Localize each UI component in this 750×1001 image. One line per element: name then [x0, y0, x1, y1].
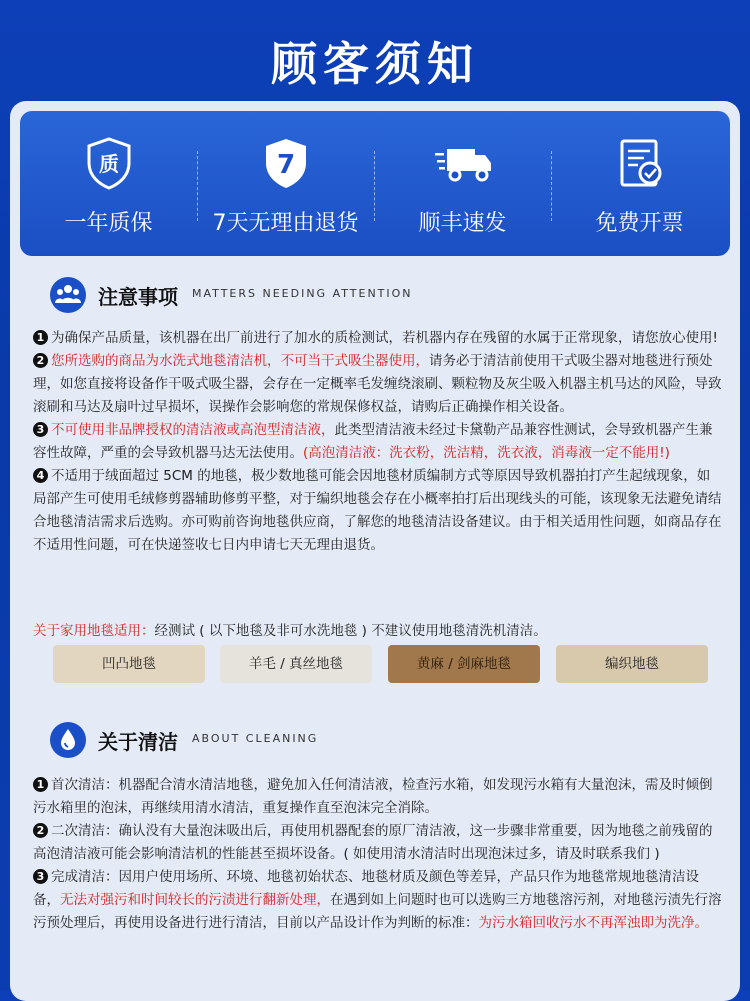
item-text: 完成清洁：因用户使用场所、环境、地毯初始状态、地毯材质及颜色等差异，产品只作为地毯常规地毯清洁设备， — [33, 869, 699, 908]
perk-delivery-label: 顺丰速发 — [418, 211, 507, 236]
carpet-swatch-woven — [556, 645, 708, 683]
item-warning-text: (高泡清洁液：洗衣粉，洗洁精，洗衣液，消毒液一定不能用!) — [303, 445, 670, 461]
carpet-swatch-wool-silk — [220, 645, 372, 683]
item-number: 1 — [33, 777, 48, 792]
carpet-swatch-textured — [53, 645, 205, 683]
item-number: 3 — [33, 422, 48, 437]
list-item — [33, 327, 723, 350]
list-item — [33, 350, 723, 419]
item-number: 2 — [33, 823, 48, 838]
perk-invoice-label: 免费开票 — [595, 211, 684, 236]
delivery-truck-icon — [430, 133, 496, 193]
attention-title: 注意事项 — [98, 285, 178, 309]
carpet-label: 编织地毯 — [605, 656, 659, 672]
cleaning-list — [33, 774, 723, 935]
carpet-label: 黄麻 / 剑麻地毯 — [416, 656, 512, 672]
carpet-swatch-jute-sisal — [388, 645, 540, 683]
list-item — [33, 465, 723, 557]
carpet-note — [33, 620, 723, 643]
cleaning-title: 关于清洁 — [98, 730, 178, 754]
item-warning-text: 为污水箱回收污水不再浑浊即为洗净。 — [478, 915, 708, 931]
service-perks-banner — [20, 111, 730, 256]
carpet-note-text: 经测试 ( 以下地毯及非可水洗地毯 ) 不建议使用地毯清洗机清洁。 — [154, 623, 547, 639]
return-shield-icon — [256, 133, 316, 193]
water-drop-icon — [50, 722, 86, 758]
item-warning-text: 不可使用非品牌授权的清洁液或高泡型清洁液， — [51, 422, 335, 438]
cleaning-subtitle: ABOUT CLEANING — [192, 732, 319, 745]
perk-return-label: 7天无理由退货 — [212, 211, 359, 236]
item-text: 首次清洁：机器配合清水清洁地毯，避免加入任何清洁液，检查污水箱，如发现污水箱有大量泡沫，需及时倾倒污水箱里的泡沫，再继续用清水清洁，重复操作直至泡沫完全消除。 — [33, 777, 713, 816]
list-item — [33, 774, 723, 820]
item-warning-text: 您所选购的商品为水洗式地毯清洁机，不可当干式吸尘器使用， — [51, 353, 429, 369]
list-item — [33, 866, 723, 935]
invoice-icon — [610, 133, 670, 193]
return-glyph: 7 — [276, 150, 295, 180]
perk-invoice — [551, 111, 728, 256]
attention-list — [33, 327, 723, 557]
perk-return — [197, 111, 374, 256]
item-warning-text: 无法对强污和时间较长的污渍进行翻新处理， — [60, 892, 330, 908]
carpet-label: 凹凸地毯 — [102, 656, 156, 672]
item-number: 2 — [33, 353, 48, 368]
item-text: 在遇到如上问题时也可以选购三方地毯溶污剂，对地毯污渍先行溶污预处理后，再使用设备进行进行清洁，目前以产品设计作为判断的标准： — [33, 892, 722, 931]
item-text: 请务必于清洁前使用干式吸尘器对地毯进行预处理，如您直接将设备作干吸式吸尘器，会存在一定概率毛发缠绕滚刷、颗粒物及灰尘吸入机器主机马达的风险，导致滚刷和马达及扇叶过早损坏，误操作会影响您的常规保修权益，请购后正确操作相关设备。 — [33, 353, 722, 415]
quality-glyph: 质 — [98, 152, 119, 176]
item-text: 此类型清洁液未经过卡黛勒产品兼容性测试，会导致机器产生兼容性故障，严重的会导致机器马达无法使用。 — [33, 422, 713, 461]
perk-delivery — [374, 111, 551, 256]
item-number: 3 — [33, 869, 48, 884]
item-text: 不适用于绒面超过 5CM 的地毯，极少数地毯可能会因地毯材质编制方式等原因导致机器拍打产生起绒现象，如局部产生可使用毛绒修剪器辅助修剪平整，对于编织地毯会存在小概率拍打后出现线头的可能，该现象无法避免请结合地毯清洁需求后选购。亦可购前咨询地毯供应商，了解您的地毯清洁设备建议。由于相关适用性问题，如商品存在不适用性问题，可在快递签收七日内申请七天无理由退货。 — [33, 468, 722, 553]
people-icon — [50, 277, 86, 313]
list-item — [33, 419, 723, 465]
carpet-note-label: 关于家用地毯适用： — [33, 623, 155, 639]
perk-warranty — [20, 111, 197, 256]
item-number: 1 — [33, 330, 48, 345]
attention-subtitle: MATTERS NEEDING ATTENTION — [192, 287, 413, 300]
carpet-label: 羊毛 / 真丝地毯 — [248, 656, 344, 672]
list-item — [33, 820, 723, 866]
quality-shield-icon — [79, 133, 139, 193]
item-text: 为确保产品质量，该机器在出厂前进行了加水的质检测试，若机器内存在残留的水属于正常现象，请您放心使用! — [51, 330, 718, 346]
item-number: 4 — [33, 468, 48, 483]
perk-warranty-label: 一年质保 — [64, 211, 153, 236]
page-title: 顾客须知 — [271, 37, 479, 91]
item-text: 二次清洁：确认没有大量泡沫吸出后，再使用机器配套的原厂清洁液，这一步骤非常重要，因为地毯之前残留的高泡清洁液可能会影响清洁机的性能甚至损坏设备。( 如使用清水清洁时出现泡沫过多，请及时联系我们 ) — [33, 823, 713, 862]
